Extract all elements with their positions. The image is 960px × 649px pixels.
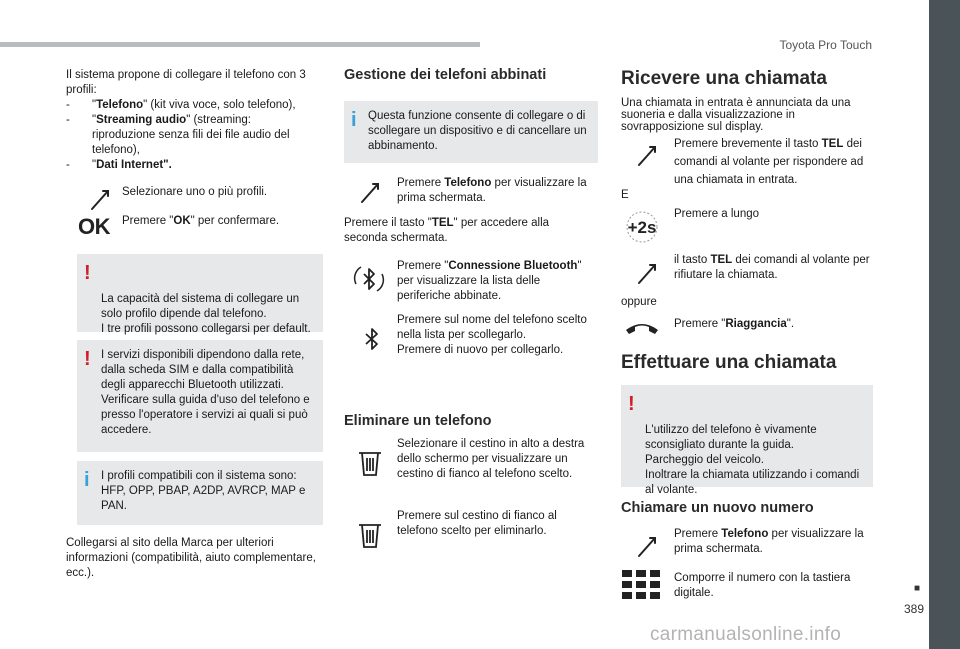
bluetooth-icon [356, 323, 388, 355]
step-answer-call: Premere brevemente il tasto TEL dei comandi al volante per rispondere ad una chiamata in entrata. [674, 138, 864, 186]
page-number: 389 [903, 602, 924, 616]
profile-item: - "Dati Internet". [66, 158, 316, 173]
step-trash-select: Selezionare il cestino in alto a destra dello schermo per visualizzare un cestino di fianco al telefono scelto. [397, 438, 585, 480]
trash-icon [354, 519, 386, 551]
profiles-intro: Il sistema propone di collegare il telefono con 3 profili: [66, 69, 306, 96]
or-label: oppure [621, 296, 657, 308]
step-dial-keypad: Comporre il numero con la tastiera digitale. [674, 572, 851, 599]
profile-item: - "Streaming audio" (streaming: riproduzione senza fili dei file audio del telefono), [66, 113, 316, 158]
section-title-manage: Gestione dei telefoni abbinati [344, 67, 547, 83]
profiles-list [66, 98, 316, 173]
profiles-intro-block [66, 68, 316, 173]
header-rule [0, 42, 480, 47]
warning-text: I servizi disponibili dipendono dalla rete, dalla scheda SIM e dalla compatibilità degli apparecchi Bluetooth utilizzati. Verificare sulla guida d'uso del telefono e presso l'operatore i servizi ai quali si può accedere. [101, 349, 310, 436]
keypad-icon [622, 570, 660, 600]
svg-text:+2s: +2s [627, 218, 657, 237]
warning-box-services [77, 340, 323, 452]
plus-2s-icon [622, 210, 662, 244]
step-confirm: Premere "OK" per confermare. [122, 215, 280, 227]
outro-text: Collegarsi al sito della Marca per ulteriori informazioni (compatibilità, aiuto complementare, ecc.). [66, 537, 316, 579]
trash-icon [354, 447, 386, 479]
info-icon: i [84, 469, 90, 491]
sidebar-strip [929, 0, 960, 649]
section-title-receive: Ricevere una chiamata [621, 68, 827, 89]
step-reject-call: il tasto TEL dei comandi al volante per rifiutare la chiamata. [674, 254, 870, 281]
warning-icon: ! [84, 262, 91, 284]
warning-icon: ! [628, 393, 635, 415]
touch-icon [633, 257, 665, 289]
info-text: I profili compatibili con il sistema sono: HFP, OPP, PBAP, A2DP, AVRCP, MAP e PAN. [101, 470, 306, 512]
bluetooth-icon [352, 262, 386, 296]
touch-icon [633, 139, 665, 171]
warning-text: L'utilizzo del telefono è vivamente sconsigliato durante la guida. Parcheggio del veicolo. Inoltrare la chiamata utilizzando i comandi al volante. [645, 424, 860, 496]
section-title-delete: Eliminare un telefono [344, 413, 492, 429]
step-hang-up: Premere "Riaggancia". [674, 318, 795, 330]
warning-box-profiles [77, 254, 323, 335]
watermark: carmanualsonline.info [650, 624, 842, 645]
profile-item: - "Telefono" (kit viva voce, solo telefono), [66, 98, 316, 113]
step-long-press: Premere a lungo [674, 208, 760, 220]
info-text: Questa funzione consente di collegare o di scollegare un dispositivo e di cancellare un abbinamento. [368, 110, 587, 152]
continue-marker: ■ [913, 583, 920, 594]
info-box-profiles [77, 461, 323, 525]
warning-text: La capacità del sistema di collegare un solo profilo dipende dal telefono. I tre profili possono collegarsi per default. [101, 293, 311, 335]
section-title-make-call: Effettuare una chiamata [621, 352, 837, 373]
header-title: Toyota Pro Touch [779, 38, 872, 52]
tel-key-paragraph: Premere il tasto "TEL" per accedere alla seconda schermata. [344, 217, 550, 244]
step-select-profiles: Selezionare uno o più profili. [122, 186, 268, 198]
warning-box-driving [621, 385, 873, 496]
touch-icon [633, 530, 665, 562]
touch-icon [86, 183, 118, 215]
touch-icon [356, 176, 388, 208]
and-label: E [621, 189, 629, 201]
section-title-new-number: Chiamare un nuovo numero [621, 500, 814, 516]
info-icon: i [351, 109, 357, 131]
warning-icon: ! [84, 348, 91, 370]
step-select-phone-name: Premere sul nome del telefono scelto nella lista per scollegarlo. Premere di nuovo per collegarlo. [397, 314, 587, 356]
hang-up-icon [622, 316, 662, 338]
step-open-phone-new: Premere Telefono per visualizzare la prima schermata. [674, 528, 864, 555]
step-bluetooth-connection: Premere "Connessione Bluetooth" per visualizzare la lista delle periferiche abbinate. [397, 260, 582, 302]
step-trash-delete: Premere sul cestino di fianco al telefono scelto per eliminarlo. [397, 510, 557, 537]
step-open-phone: Premere Telefono per visualizzare la prima schermata. [397, 177, 587, 204]
info-box-manage [344, 101, 598, 163]
ok-icon: OK [78, 214, 110, 239]
receive-intro: Una chiamata in entrata è annunciata da una suoneria e dalla visualizzazione in sovrapposizione sul display. [621, 97, 851, 133]
